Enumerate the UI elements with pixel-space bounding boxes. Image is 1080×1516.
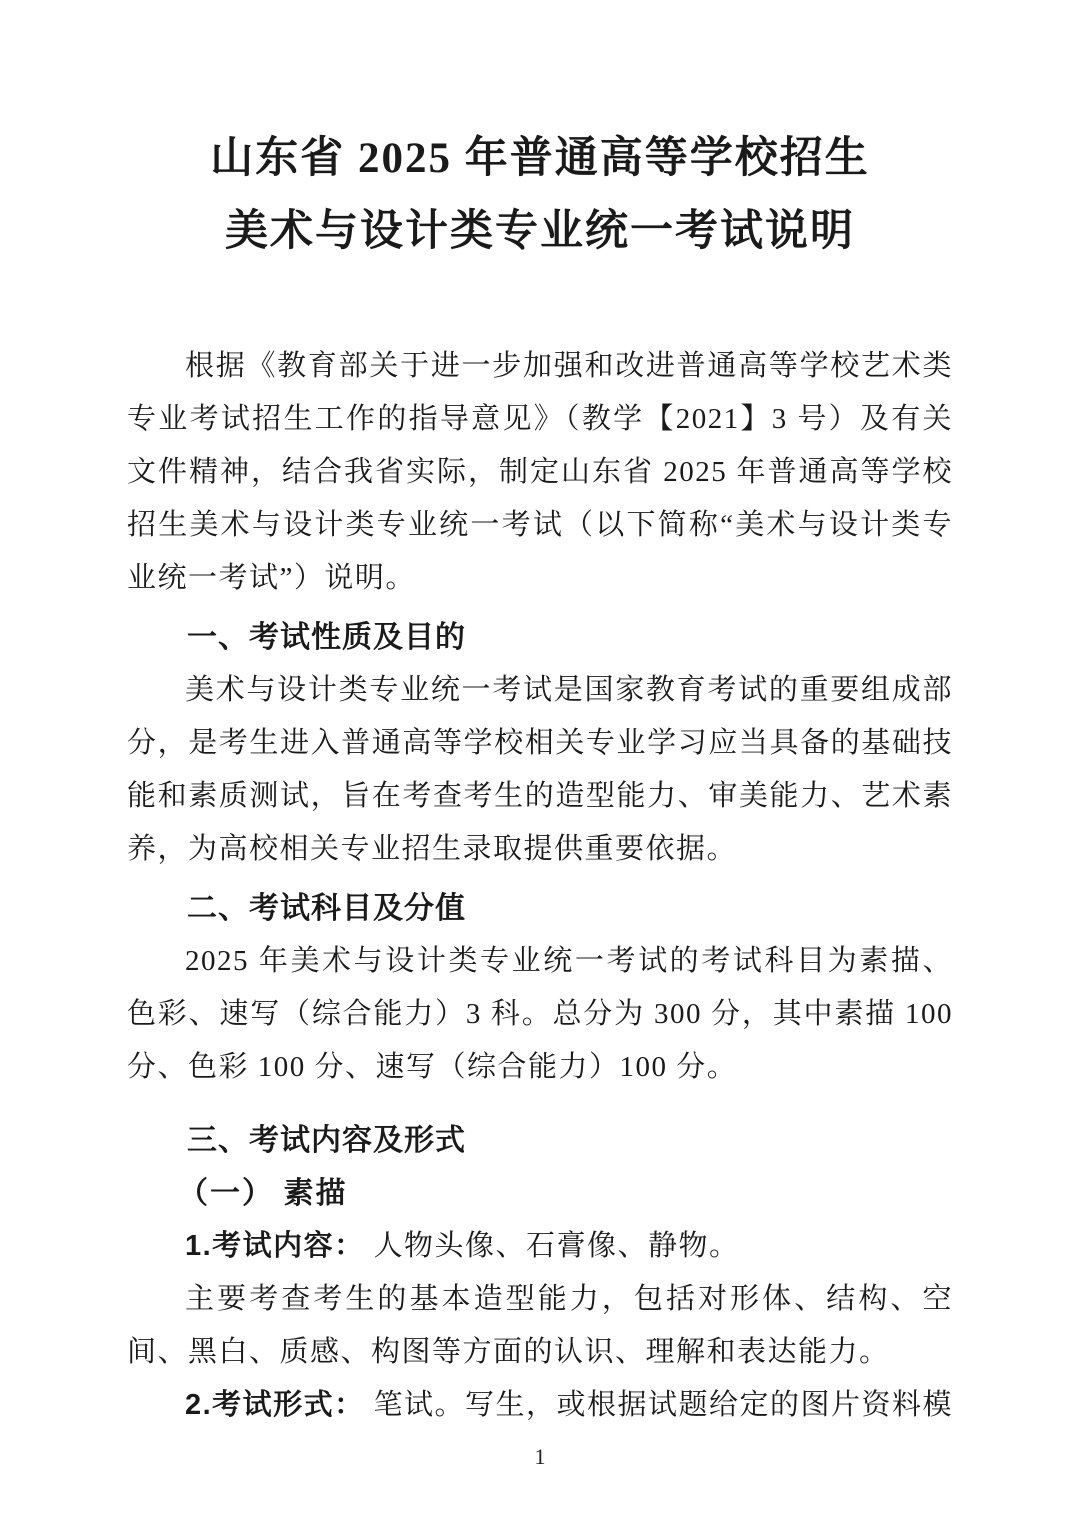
exam-content-text: 人物头像、石膏像、静物。	[373, 1230, 740, 1262]
section-1-heading: 一、考试性质及目的	[187, 621, 466, 654]
title-line-2: 美术与设计类专业统一考试说明	[225, 208, 855, 255]
intro-paragraph: 根据《教育部关于进一步加强和改进普通高等学校艺术类专业考试招生工作的指导意见》（教学【2021】3 号）及有关文件精神，结合我省实际，制定山东省 2025 年普通高等学校招生美术与设计类专业统一考试（以下简称“美术与设计类专业统一考试”）说明。	[127, 350, 953, 594]
exam-form-item	[127, 1379, 953, 1432]
title-line-1: 山东省 2025 年普通高等学校招生	[210, 135, 870, 182]
page-number: 1	[534, 1444, 546, 1469]
section-2-heading: 二、考试科目及分值	[187, 892, 466, 925]
exam-form-label: 2.考试形式：	[185, 1389, 365, 1421]
subsection-sketch-heading: （一） 素描	[178, 1177, 348, 1210]
document-title	[127, 122, 953, 268]
ability-paragraph: 主要考查考生的基本造型能力，包括对形体、结构、空间、黑白、质感、构图等方面的认识、理解和表达能力。	[127, 1283, 953, 1368]
section-2-paragraph: 2025 年美术与设计类专业统一考试的考试科目为素描、色彩、速写（综合能力）3 科。总分为 300 分，其中素描 100 分、色彩 100 分、速写（综合能力）100 分。	[127, 945, 953, 1083]
section-3-heading: 三、考试内容及形式	[187, 1124, 466, 1157]
exam-content-label: 1.考试内容：	[185, 1230, 365, 1262]
exam-content-item	[127, 1220, 953, 1273]
exam-form-text: 笔试。写生，或根据试题给定的图片资料模	[373, 1389, 953, 1421]
section-1-paragraph: 美术与设计类专业统一考试是国家教育考试的重要组成部分，是考生进入普通高等学校相关专业学习应当具备的基础技能和素质测试，旨在考查考生的造型能力、审美能力、艺术素养，为高校相关专业招生录取提供重要依据。	[127, 674, 953, 865]
